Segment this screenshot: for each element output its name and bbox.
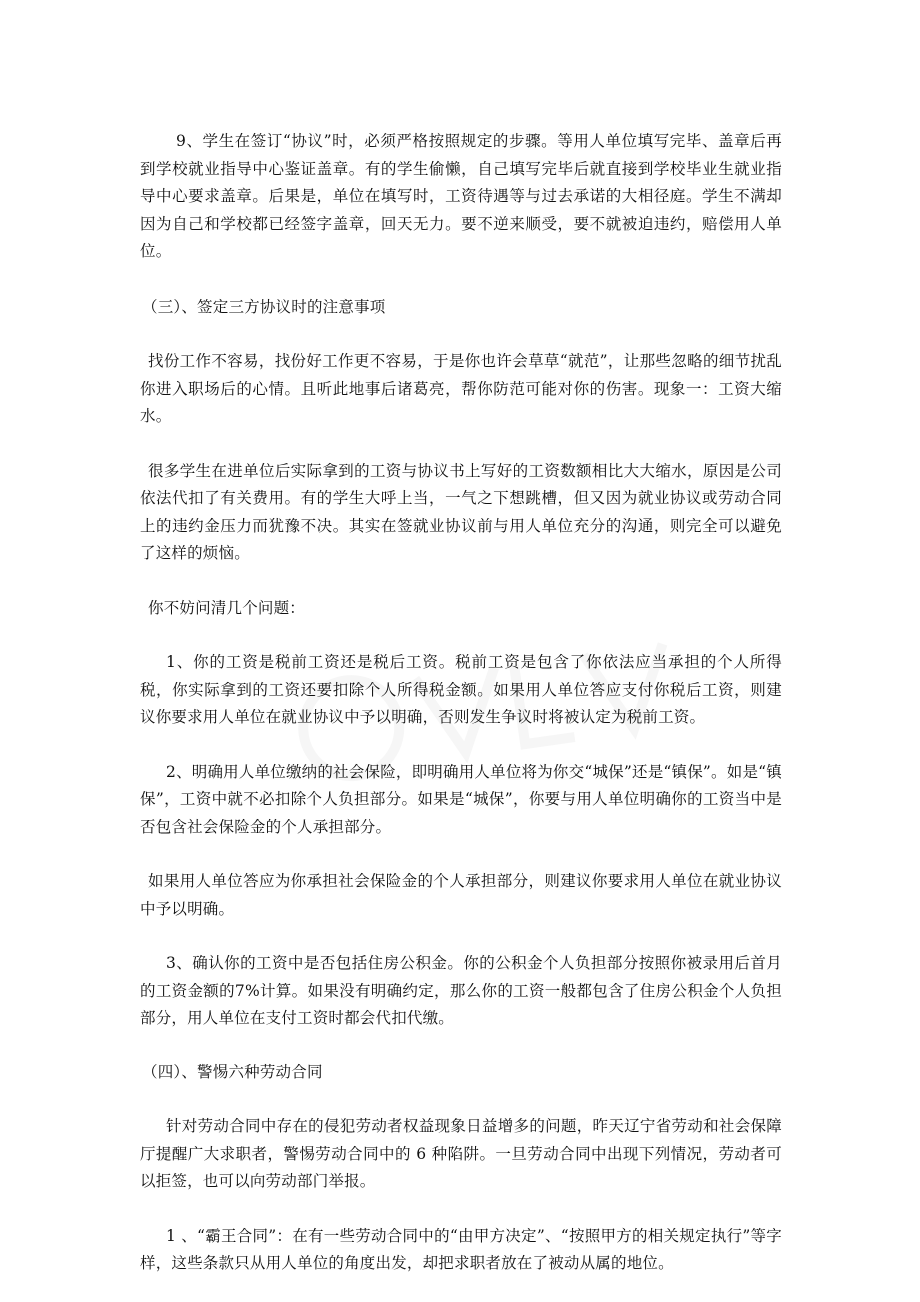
paragraph-contract-1: 1 、“霸王合同”：在有一些劳动合同中的“由甲方决定”、“按照甲方的相关规定执行”等字样，这些条款只从用人单位的角度出发，却把求职者放在了被动从属的地位。	[140, 1226, 782, 1272]
paragraph-questions: 你不妨问清几个问题：	[148, 598, 306, 617]
paragraph-point-2: 2、明确用人单位缴纳的社会保险，即明确用人单位将为你交“城保”还是“镇保”。如是“镇保”，工资中就不必扣除个人负担部分。如果是“城保”，你要与用人单位明确你的工资当中是否包含社会保险金的个人承担部分。	[140, 762, 782, 836]
paragraph-insurance-note: 如果用人单位答应为你承担社会保险金的个人承担部分，则建议你要求用人单位在就业协议中予以明确。	[140, 872, 782, 918]
paragraph-contract-warning: 针对劳动合同中存在的侵犯劳动者权益现象日益增多的问题，昨天辽宁省劳动和社会保障厅提醒广大求职者，警惕劳动合同中的 6 种陷阱。一旦劳动合同中出现下列情况，劳动者可以拒签，也可以向劳动部门举报。	[140, 1117, 782, 1190]
paragraph-point-1: 1、你的工资是税前工资还是税后工资。税前工资是包含了你依法应当承担的个人所得税，你实际拿到的工资还要扣除个人所得税金额。如果用人单位答应支付你税后工资，则建议你要求用人单位在就业协议中予以明确，否则发生争议时将被认定为税前工资。	[140, 653, 782, 726]
document-body	[140, 128, 782, 1278]
paragraph-point-3: 3、确认你的工资中是否包括住房公积金。你的公积金个人负担部分按照你被录用后首月的工资金额的7%计算。如果没有明确约定，那么你的工资一般都包含了住房公积金个人负担部分，用人单位在支付工资时都会代扣代缴。	[140, 954, 782, 1027]
section-heading-4: （四）、警惕六种劳动合同	[142, 1062, 323, 1081]
paragraph-intro: 找份工作不容易，找份好工作更不容易，于是你也许会草草“就范”，让那些忽略的细节扰乱你进入职场后的心情。且听此地事后诸葛亮，帮你防范可能对你的伤害。现象一：工资大缩水。	[140, 352, 782, 425]
paragraph-salary-shrink: 很多学生在进单位后实际拿到的工资与协议书上写好的工资数额相比大大缩水，原因是公司依法代扣了有关费用。有的学生大呼上当，一气之下想跳槽，但又因为就业协议或劳动合同上的违约金压力而犹豫不决。其实在签就业协议前与用人单位充分的沟通，则完全可以避免了这样的烦恼。	[140, 461, 782, 562]
paragraph-item-9: 9、学生在签订“协议”时，必须严格按照规定的步骤。等用人单位填写完毕、盖章后再到学校就业指导中心鉴证盖章。有的学生偷懒，自己填写完毕后就直接到学校毕业生就业指导中心要求盖章。后果是，单位在填写时，工资待遇等与过去承诺的大相径庭。学生不满却因为自己和学校都已经签字盖章，回天无力。要不逆来顺受，要不就被迫违约，赔偿用人单位。	[140, 132, 782, 260]
section-heading-3: （三）、签定三方协议时的注意事项	[142, 297, 386, 316]
